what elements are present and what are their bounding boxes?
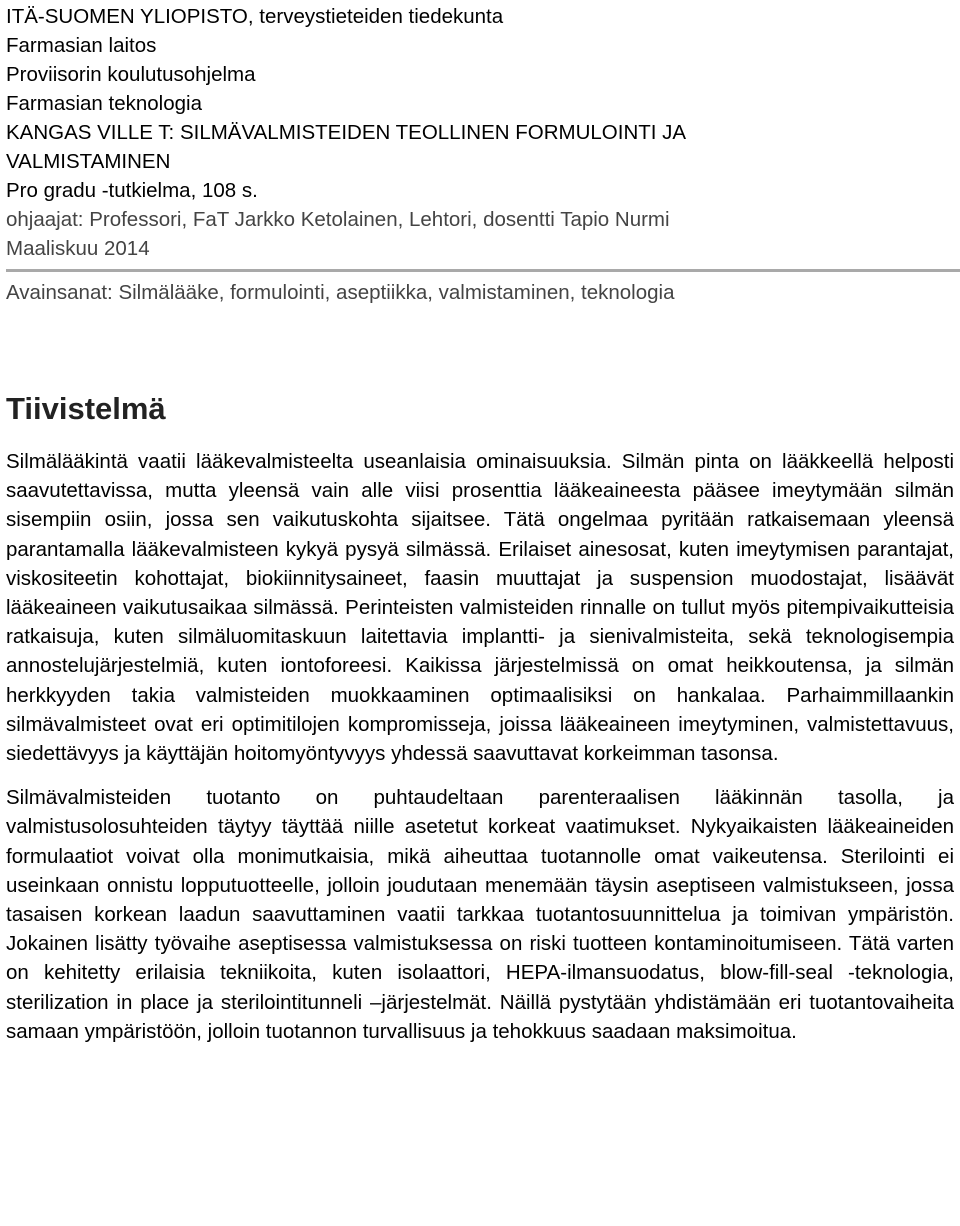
header-department: Farmasian laitos bbox=[6, 34, 157, 57]
abstract-body bbox=[6, 447, 954, 1046]
header-university: ITÄ-SUOMEN YLIOPISTO, terveystieteiden tiedekunta bbox=[6, 5, 504, 28]
header-programme: Proviisorin koulutusohjelma bbox=[6, 63, 256, 86]
header-title-line-2: VALMISTAMINEN bbox=[6, 150, 171, 173]
abstract-paragraph-2: Silmävalmisteiden tuotanto on puhtaudeltaan parenteraalisen lääkinnän tasolla, ja valmistusolosuhteiden täytyy täyttää niille asetetut korkeat vaatimukset. Nykyaikaisten lääkeaineiden formulaatiot voivat olla monimutkaisia, mikä aiheuttaa tuotannolle omat vaikeutensa. Sterilointi ei useinkaan onnistu lopputuotteelle, jolloin joudutaan menemään täysin aseptiseen valmistukseen, jossa tasaisen korkean laadun saavuttaminen vaatii tarkkaa tuotantosuunnittelua ja toimivan ympäristön. Jokainen lisätty työvaihe aseptisessa valmistuksessa on riski tuotteen kontaminoitumiseen. Tätä varten on kehitetty erilaisia tekniikoita, kuten isolaattori, HEPA-ilmansuodatus, blow-fill-seal -teknologia, sterilization in place ja sterilointitunneli –järjestelmät. Näillä pystytään yhdistämään eri tuotantovaiheita samaan ympäristöön, jolloin tuotannon turvallisuus ja tehokkuus saadaan maksimoitua. bbox=[6, 786, 954, 1043]
thesis-header bbox=[6, 0, 954, 263]
header-subject: Farmasian teknologia bbox=[6, 92, 202, 115]
header-date: Maaliskuu 2014 bbox=[6, 237, 150, 260]
keywords-line: Avainsanat: Silmälääke, formulointi, aseptiikka, valmistaminen, teknologia bbox=[6, 281, 675, 304]
header-supervisors: ohjaajat: Professori, FaT Jarkko Ketolainen, Lehtori, dosentti Tapio Nurmi bbox=[6, 208, 670, 231]
abstract-paragraph-1: Silmälääkintä vaatii lääkevalmisteelta useanlaisia ominaisuuksia. Silmän pinta on lääkkeellä helposti saavutettavissa, mutta yleensä vain alle viisi prosenttia lääkeaineesta pääsee imeytymään silmän sisempiin osiin, jossa sen vaikutuskohta sijaitsee. Tätä ongelmaa pyritään ratkaisemaan yleensä parantamalla lääkevalmisteen kykyä pysyä silmässä. Erilaiset ainesosat, kuten imeytymisen parantajat, viskositeetin kohottajat, biokiinnitysaineet, faasin muuttajat ja suspension muodostajat, lisäävät lääkeaineen vaikutusaikaa silmässä. Perinteisten valmisteiden rinnalle on tullut myös pitempivaikutteisia ratkaisuja, kuten silmäluomitaskuun laitettavia implantti- ja sienivalmisteita, sekä teknologisempia annostelujärjestelmiä, kuten iontoforeesi. Kaikissa järjestelmissä on omat heikkoutensa, ja silmän herkkyyden takia valmisteiden muokkaaminen optimaalisiksi on hankalaa. Parhaimmillaankin silmävalmisteet ovat eri optimitilojen kompromisseja, joissa lääkeaineen imeytyminen, valmistettavuus, siedettävyys ja käyttäjän hoitomyöntyvyys yhdessä saavuttavat korkeimman tasonsa. bbox=[6, 450, 954, 766]
header-thesis-type: Pro gradu -tutkielma, 108 s. bbox=[6, 179, 258, 202]
abstract-heading: Tiivistelmä bbox=[6, 391, 166, 426]
header-title-line-1: KANGAS VILLE T: SILMÄVALMISTEIDEN TEOLLINEN FORMULOINTI JA bbox=[6, 121, 687, 144]
header-divider bbox=[6, 269, 960, 272]
